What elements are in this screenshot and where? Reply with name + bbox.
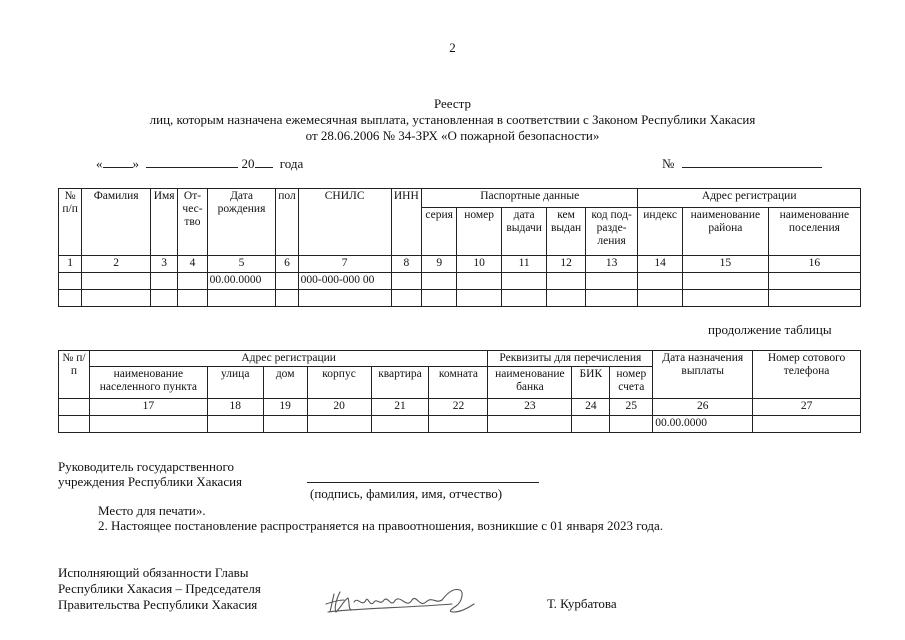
cell (276, 273, 298, 290)
cell (89, 416, 207, 433)
quote-close: » (132, 156, 139, 171)
th-surname: Фамилия (82, 189, 151, 256)
col-number: 26 (653, 399, 753, 416)
date-line (96, 156, 303, 172)
table1-column-numbers (59, 256, 861, 273)
col-number: 5 (207, 256, 276, 273)
col-number: 10 (457, 256, 501, 273)
cell (547, 273, 585, 290)
cell (422, 273, 457, 290)
th-bik: БИК (572, 367, 610, 399)
th-building: корпус (307, 367, 371, 399)
cell (638, 290, 682, 307)
th-settlement: наименование поселения (768, 207, 860, 255)
col-number: 25 (610, 399, 653, 416)
th-apartment: квартира (371, 367, 429, 399)
table-row (59, 290, 861, 307)
cell (501, 290, 547, 307)
th-patronymic: От-чес-тво (178, 189, 207, 256)
cell (572, 416, 610, 433)
handwritten-signature-icon (322, 582, 482, 618)
registry-table-1 (58, 188, 861, 307)
col-number: 21 (371, 399, 429, 416)
cell (585, 273, 638, 290)
col-number: 14 (638, 256, 682, 273)
head-of-institution (58, 459, 242, 489)
th-name: Имя (151, 189, 178, 256)
col-number: 11 (501, 256, 547, 273)
col-number: 16 (768, 256, 860, 273)
cell (768, 273, 860, 290)
cell (59, 273, 82, 290)
col-number: 1 (59, 256, 82, 273)
col-number: 13 (585, 256, 638, 273)
cell (151, 273, 178, 290)
col-number: 18 (207, 399, 263, 416)
registry-number (662, 156, 822, 172)
cell (151, 290, 178, 307)
table1-header-row-1 (59, 189, 861, 208)
official-line-2: Республики Хакасия – Председателя (58, 581, 261, 596)
th-house: дом (263, 367, 307, 399)
col-number: 12 (547, 256, 585, 273)
stamp-place: Место для печати». (98, 503, 206, 518)
th-series: серия (422, 207, 457, 255)
th-issue-date: дата выдачи (501, 207, 547, 255)
cell (82, 290, 151, 307)
col-number: 6 (276, 256, 298, 273)
col-number: 9 (422, 256, 457, 273)
cell (391, 290, 421, 307)
title-line-2: лиц, которым назначена ежемесячная выплата, установленная в соответствии с Законом Республики Хакасия (149, 112, 756, 127)
head-line-1: Руководитель государственного (58, 459, 234, 474)
cell (207, 290, 276, 307)
cell (457, 290, 501, 307)
cell (429, 416, 488, 433)
cell (768, 290, 860, 307)
th-birth-date: Дата рождения (207, 189, 276, 256)
official-line-1: Исполняющий обязанности Главы (58, 565, 249, 580)
cell-snils: 000-000-000 00 (298, 273, 391, 290)
cell (59, 416, 90, 433)
th-address: Адрес регистрации (638, 189, 861, 208)
signature-caption: (подпись, фамилия, имя, отчество) (310, 486, 503, 501)
th-division-code: код под-разде-ления (585, 207, 638, 255)
col-number: 2 (82, 256, 151, 273)
col-number: 22 (429, 399, 488, 416)
th-phone: Номер сотового телефона (753, 351, 861, 399)
th-bank-details: Реквизиты для перечисления (488, 351, 653, 367)
col-number: 27 (753, 399, 861, 416)
col-number: 8 (391, 256, 421, 273)
col-number: 7 (298, 256, 391, 273)
table2-column-numbers (59, 399, 861, 416)
cell (82, 273, 151, 290)
head-line-2: учреждения Республики Хакасия (58, 474, 243, 489)
cell (638, 273, 682, 290)
col-number: 19 (263, 399, 307, 416)
official-line-3: Правительства Республики Хакасия (58, 597, 258, 612)
th-num: № п/п (59, 351, 90, 399)
cell (207, 416, 263, 433)
cell (501, 273, 547, 290)
cell (307, 416, 371, 433)
cell (298, 290, 391, 307)
cell (682, 290, 768, 307)
th-account: номер счета (610, 367, 653, 399)
th-issued-by: кем выдан (547, 207, 585, 255)
th-street: улица (207, 367, 263, 399)
cell (178, 273, 207, 290)
table2-header-row-1 (59, 351, 861, 367)
official-title (58, 565, 261, 613)
year-suffix: года (279, 156, 304, 171)
quote-open: « (96, 156, 103, 171)
signature-line (307, 482, 539, 483)
th-address: Адрес регистрации (89, 351, 487, 367)
th-room: комната (429, 367, 488, 399)
cell (682, 273, 768, 290)
col-number: 17 (89, 399, 207, 416)
table-row (59, 416, 861, 433)
th-sex: пол (276, 189, 298, 256)
cell (488, 416, 572, 433)
th-district: наименование района (682, 207, 768, 255)
cell (276, 290, 298, 307)
cell (59, 290, 82, 307)
title-line-1: Реестр (433, 96, 472, 111)
table-row (59, 273, 861, 290)
th-passport-number: номер (457, 207, 501, 255)
th-appointment-date: Дата назначения выплаты (653, 351, 753, 399)
cell (585, 290, 638, 307)
effective-date-clause: 2. Настоящее постановление распространяется на правоотношения, возникшие с 01 января 2023 года. (98, 518, 663, 533)
col-number: 24 (572, 399, 610, 416)
document-title (0, 96, 905, 144)
th-passport: Паспортные данные (422, 189, 638, 208)
cell (753, 416, 861, 433)
continuation-label: продолжение таблицы (708, 322, 832, 337)
th-index: индекс (638, 207, 682, 255)
cell (391, 273, 421, 290)
cell (59, 399, 90, 416)
registry-table-2 (58, 350, 861, 433)
cell (371, 416, 429, 433)
cell (178, 290, 207, 307)
title-line-3: от 28.06.2006 № 34-ЗРХ «О пожарной безопасности» (305, 128, 600, 143)
col-number: 23 (488, 399, 572, 416)
cell (610, 416, 653, 433)
col-number: 15 (682, 256, 768, 273)
cell (422, 290, 457, 307)
col-number: 3 (151, 256, 178, 273)
cell-birth-date: 00.00.0000 (207, 273, 276, 290)
cell (263, 416, 307, 433)
col-number: 20 (307, 399, 371, 416)
year-prefix: 20 (241, 156, 255, 171)
page-number: 2 (449, 40, 456, 55)
number-sign: № (662, 156, 675, 171)
th-bank-name: наименование банка (488, 367, 572, 399)
th-snils: СНИЛС (298, 189, 391, 256)
th-locality: наименование населенного пункта (89, 367, 207, 399)
col-number: 4 (178, 256, 207, 273)
official-name: Т. Курбатова (547, 596, 617, 611)
cell-appointment-date: 00.00.0000 (653, 416, 753, 433)
cell (457, 273, 501, 290)
cell (547, 290, 585, 307)
th-num: № п/п (59, 189, 82, 256)
th-inn: ИНН (391, 189, 421, 256)
